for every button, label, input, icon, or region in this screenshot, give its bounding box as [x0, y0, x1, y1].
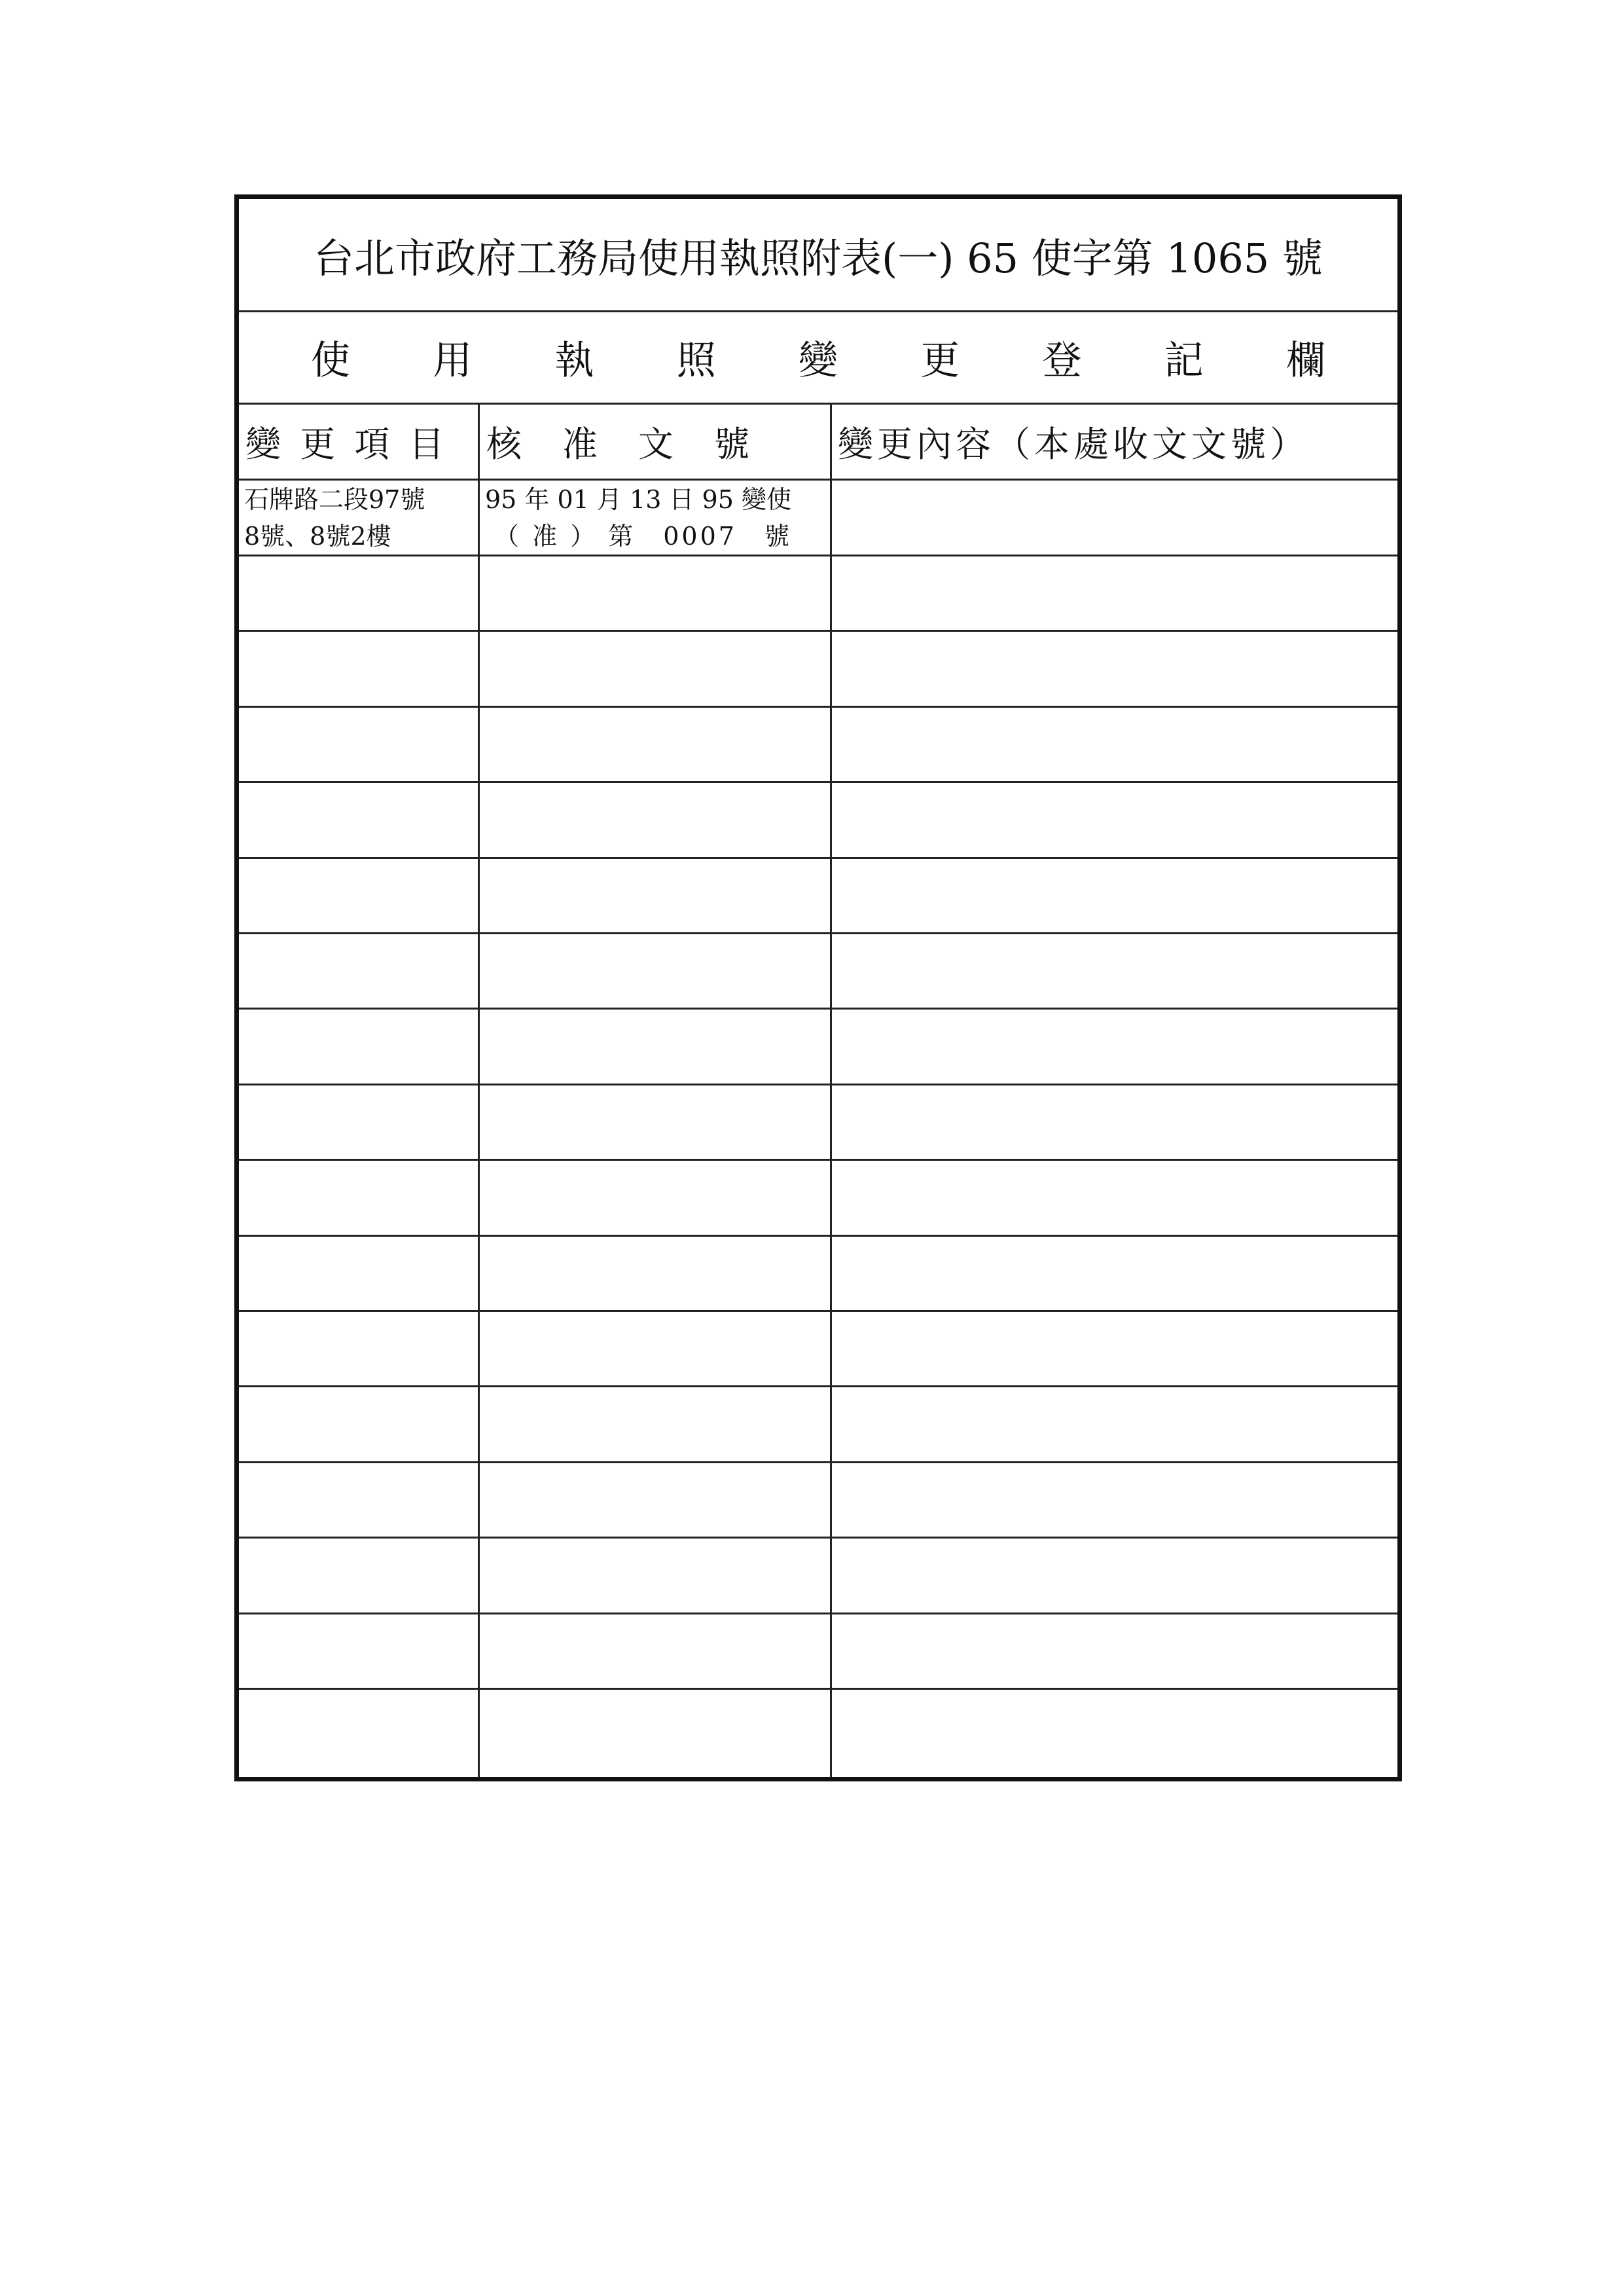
heading-char: 記: [1164, 338, 1204, 384]
row-divider: [239, 1084, 1397, 1085]
heading-char: 變: [799, 338, 838, 384]
row-divider: [239, 1613, 1397, 1614]
row-divider: [239, 1235, 1397, 1237]
registration-table: [234, 194, 1402, 1781]
row-divider: [239, 630, 1397, 632]
row-divider: [239, 1537, 1397, 1539]
row-divider: [239, 706, 1397, 708]
heading-char: 更: [920, 338, 960, 384]
column-header-content: 變更內容（本處收文文號）: [838, 424, 1309, 465]
row-divider: [239, 781, 1397, 783]
heading-char: 執: [554, 338, 594, 384]
divider: [239, 479, 1397, 481]
row-divider: [239, 857, 1397, 859]
column-divider: [478, 403, 480, 1777]
heading-char: 用: [433, 338, 473, 384]
heading-char: 照: [676, 338, 716, 384]
column-header-approval: 核 准 文 號: [486, 424, 752, 465]
row-divider: [239, 555, 1397, 556]
item-cell-line: 8號、8號2樓: [244, 522, 391, 551]
row-divider: [239, 1159, 1397, 1161]
heading-char: 使: [311, 338, 350, 384]
item-cell-line: 石牌路二段97號: [244, 485, 425, 514]
row-divider: [239, 932, 1397, 934]
column-header-item: 變 更 項 目: [245, 424, 448, 465]
column-divider: [830, 403, 832, 1777]
approval-cell-line: （ 准 ） 第 0007 號: [494, 522, 792, 551]
document-title: 台北市政府工務局使用執照附表(一) 65 使字第 1065 號: [314, 234, 1323, 282]
heading-char: 登: [1042, 338, 1082, 384]
approval-cell-line: 95 年 01 月 13 日 95 變使: [485, 485, 791, 514]
row-divider: [239, 1688, 1397, 1690]
heading-char: 欄: [1286, 338, 1325, 384]
row-divider: [239, 1008, 1397, 1010]
row-divider: [239, 1385, 1397, 1387]
table-heading: [239, 312, 1397, 403]
row-divider: [239, 1310, 1397, 1312]
row-divider: [239, 1461, 1397, 1463]
